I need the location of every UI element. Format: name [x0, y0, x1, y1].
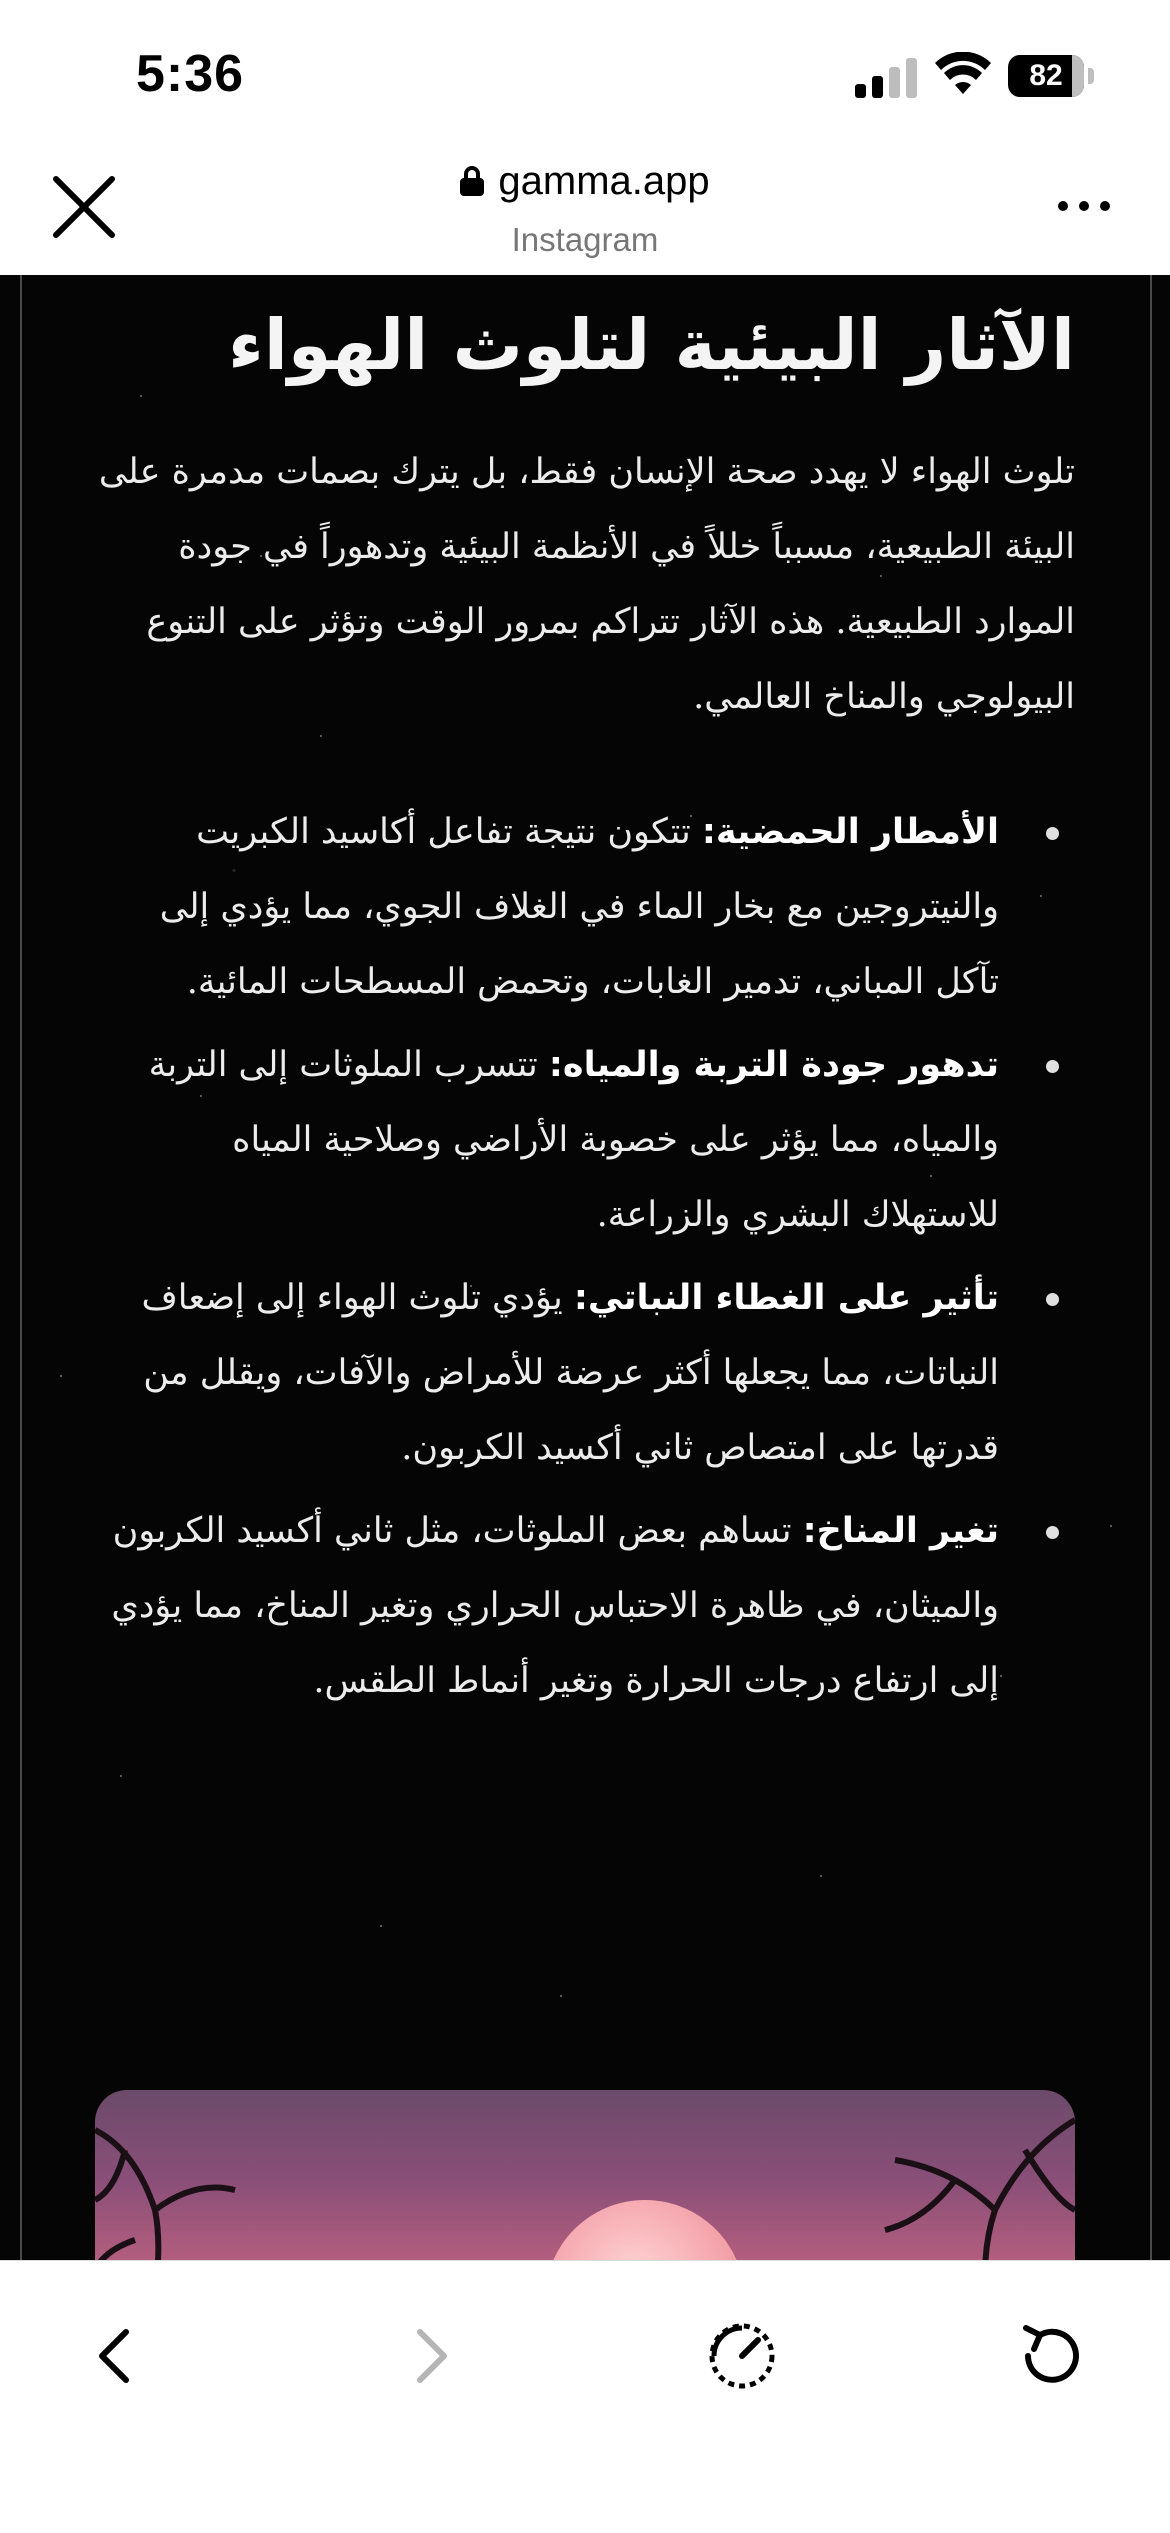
article — [95, 295, 1075, 1727]
battery-icon — [1008, 55, 1088, 97]
bullet-text: تتسرب الملوثات إلى التربة والمياه، مما يؤثر على خصوبة الأراضي وصلاحية المياه للاستهلاك البشري والزراعة. — [148, 1045, 999, 1235]
bullet-term: تدهور جودة التربة والمياه: — [548, 1045, 999, 1085]
list-item — [95, 1028, 999, 1253]
page-content — [0, 275, 1170, 2260]
bullet-text: تتكون نتيجة تفاعل أكاسيد الكبريت والنيتروجين مع بخار الماء في الغلاف الجوي، مما يؤدي إلى تآكل المباني، تدمير الغابات، وتحمض المسطحات المائية. — [159, 812, 999, 1002]
page-title: الآثار البيئية لتلوث الهواء — [228, 304, 1075, 386]
wifi-icon — [935, 52, 991, 96]
list-item — [95, 795, 999, 1020]
status-bar — [0, 0, 1170, 145]
more-icon[interactable] — [1058, 201, 1110, 215]
frame-border-left — [20, 275, 22, 2260]
lock-icon — [460, 166, 484, 196]
tree-branches-illustration — [95, 2090, 1075, 2260]
browser-toolbar — [0, 2260, 1170, 2533]
list-item — [95, 1494, 999, 1719]
url-bar[interactable] — [0, 159, 1170, 204]
bullet-term: الأمطار الحمضية: — [701, 812, 999, 852]
battery-level: 82 — [1029, 59, 1063, 92]
source-label: Instagram — [511, 221, 659, 258]
intro-paragraph: تلوث الهواء لا يهدد صحة الإنسان فقط، بل يترك بصمات مدمرة على البيئة الطبيعية، مسبباً خللاً في الأنظمة البيئية وتدهوراً في جودة الموارد الطبيعية. هذه الآثار تتراكم بمرور الوقت وتؤثر على التنوع البيولوجي والمناخ العالمي. — [98, 452, 1075, 717]
bullet-list — [95, 795, 1075, 1719]
bullet-text: تساهم بعض الملوثات، مثل ثاني أكسيد الكربون والميثان، في ظاهرة الاحتباس الحراري وتغير المناخ، مما يؤدي إلى ارتفاع درجات الحرارة وتغير أنماط الطقس. — [111, 1511, 999, 1701]
signal-icon — [855, 58, 917, 98]
frame-border-right — [1150, 275, 1152, 2260]
back-icon[interactable] — [76, 2316, 156, 2396]
bullet-term: تأثير على الغطاء النباتي: — [573, 1278, 999, 1318]
article-image — [95, 2090, 1075, 2260]
bullet-term: تغير المناخ: — [802, 1511, 999, 1551]
bullet-text: يؤدي تلوث الهواء إلى إضعاف النباتات، مما يجعلها أكثر عرضة للأمراض والآفات، ويقلل من قدرتها على امتصاص ثاني أكسيد الكربون. — [141, 1278, 999, 1468]
forward-icon[interactable] — [390, 2316, 470, 2396]
browser-header — [0, 145, 1170, 275]
list-item — [95, 1261, 999, 1486]
status-time: 5:36 — [136, 45, 245, 103]
url-text: gamma.app — [498, 159, 710, 203]
compass-icon[interactable] — [702, 2316, 782, 2396]
reload-icon[interactable] — [1010, 2316, 1090, 2396]
